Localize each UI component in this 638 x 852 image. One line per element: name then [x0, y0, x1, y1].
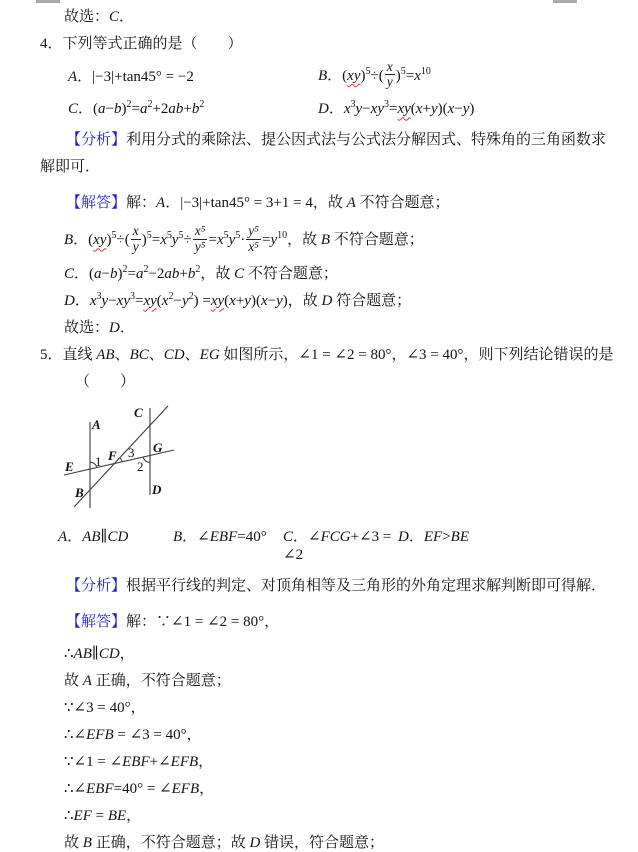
math-variable: EF: [73, 807, 92, 824]
superscript: 2: [199, 99, 205, 111]
text-run: ．∠: [182, 528, 210, 545]
text-run: ．∠: [293, 528, 321, 545]
math-variable: y: [244, 292, 251, 309]
math-variable: B: [82, 834, 92, 851]
math-variable: C: [234, 265, 245, 282]
math-variable: BE: [450, 528, 469, 545]
text-run: ．|−3|+tan45° = 3+1 = 4，故: [165, 195, 347, 212]
math-variable: x: [415, 101, 423, 118]
text-run: −: [454, 101, 463, 118]
math-variable: B: [64, 232, 74, 249]
superscript: 2: [147, 99, 153, 111]
text-run: 、: [148, 346, 164, 363]
text-run: (: [224, 292, 230, 309]
text-run: ．: [328, 101, 344, 118]
math-variable: AB: [73, 645, 92, 662]
text-run: 故选：: [64, 319, 110, 336]
text-run: +2: [152, 101, 169, 118]
text-run: ∵∠1 = ∠: [64, 753, 123, 770]
math-variable: CD: [107, 528, 129, 545]
section-label: 【分析】: [66, 132, 127, 149]
math-fraction: $\frac{x}{y}$: [386, 59, 393, 90]
text-run: >: [442, 528, 451, 545]
math-variable: x: [229, 292, 236, 309]
text-run: )，故: [282, 292, 322, 309]
math-variable: a: [98, 101, 106, 118]
text-run: )(: [437, 101, 448, 118]
math-variable: B: [318, 68, 328, 85]
math-variable: A: [58, 528, 68, 545]
math-variable: C: [68, 101, 79, 118]
q5-solution-line: [64, 726, 610, 744]
math-variable: a: [139, 101, 148, 118]
text-run: =: [131, 101, 140, 118]
q5-option-b: [173, 528, 283, 564]
superscript: 3: [384, 99, 389, 111]
page-edge-mark-left: [36, 0, 60, 3]
superscript: 5: [111, 230, 117, 242]
q4-option-a: [68, 68, 318, 86]
q5-figure: [62, 400, 638, 520]
math-variable: CD: [98, 645, 120, 662]
q5-solution-line: [64, 834, 610, 852]
math-variable: EBF: [86, 780, 114, 797]
q5-solution-line: [40, 609, 608, 636]
text-run: ．: [67, 528, 83, 545]
q5-solution-line: [64, 645, 610, 663]
wavy-underlined-text: xy: [210, 292, 225, 309]
math-variable: x: [89, 292, 97, 309]
angle-2-arc: [143, 457, 150, 463]
math-fraction: $\frac{\text{y⁵}}{\text{x⁵}}$: [248, 223, 259, 254]
superscript: 2: [126, 99, 132, 111]
math-variable: D: [249, 834, 261, 851]
math-variable: A: [68, 68, 78, 85]
text-run: −: [108, 292, 117, 309]
text-run: ) =: [193, 292, 211, 309]
figure-label-2: 2: [137, 458, 144, 474]
text-run: 正确，不符合题意；: [91, 672, 231, 689]
superscript: 2: [195, 263, 201, 275]
math-variable: a: [94, 265, 102, 282]
q4-options-row-2: [68, 100, 638, 118]
math-variable: CD: [163, 346, 185, 363]
superscript: 5: [223, 230, 229, 242]
math-variable: b: [187, 265, 196, 282]
text-run: ): [469, 101, 475, 118]
math-variable: AB: [82, 528, 101, 545]
text-run: ): [117, 265, 123, 282]
q5-solution-line: [64, 699, 610, 717]
text-run: ÷(: [370, 68, 384, 85]
text-run: (: [156, 292, 162, 309]
math-variable: A: [156, 195, 166, 212]
math-variable: EFB: [171, 780, 200, 797]
text-run: = ∠3 = 40°，: [113, 726, 202, 743]
text-run: +∠: [149, 753, 171, 770]
math-variable: y: [276, 292, 283, 309]
text-run: ): [106, 232, 112, 249]
text-run: ，故: [200, 265, 235, 282]
math-variable: D: [398, 528, 409, 545]
superscript: 5: [146, 230, 152, 242]
text-run: ∴: [64, 645, 74, 662]
superscript: 2: [168, 290, 174, 302]
text-run: ．(: [327, 68, 348, 85]
text-run: ): [141, 232, 147, 249]
math-variable: B: [320, 232, 331, 249]
q5-options-row: [58, 528, 638, 564]
angle-3-arc: [120, 457, 122, 461]
math-variable: BE: [107, 807, 127, 824]
page-edge-mark-right: [553, 0, 577, 3]
text-run: 、: [184, 346, 200, 363]
math-variable: C: [109, 9, 120, 25]
wavy-underlined-text: xy: [397, 101, 411, 118]
q4-answer-line: [64, 319, 610, 337]
q5-solution-line: [64, 672, 610, 690]
math-fraction: $\frac{x}{y}$: [132, 223, 139, 254]
math-variable: EF: [423, 528, 443, 545]
math-variable: D: [64, 292, 75, 309]
q5-solution-line: [64, 780, 610, 798]
math-variable: a: [135, 265, 144, 282]
text-run: ．: [408, 528, 424, 545]
math-variable: ab: [164, 265, 180, 282]
q4-solution-line-b: [64, 223, 610, 255]
text-run: (: [410, 101, 416, 118]
text-run: ): [360, 68, 366, 85]
text-run: −: [173, 292, 182, 309]
math-variable: y: [430, 101, 438, 118]
math-variable: EBF: [209, 528, 238, 545]
q4-option-d: [318, 100, 474, 118]
superscript: 5: [235, 230, 241, 242]
text-run: 根据平行线的判定、对顶角相等及三角形的外角定理求解判断即可得解．: [126, 577, 607, 594]
superscript: 2: [143, 263, 149, 275]
text-run: 故选：: [64, 9, 110, 25]
text-run: ．(: [74, 265, 95, 282]
math-variable: x: [343, 101, 351, 118]
text-run: 利用分式的乘除法、提公因式法与公式法分解因式、特殊角的三角函数求解即可．: [40, 132, 607, 176]
superscript: 10: [277, 230, 288, 242]
text-run: ·: [240, 232, 246, 249]
q5-option-d: [398, 528, 469, 564]
math-variable: y: [270, 232, 278, 249]
text-run: =40°: [237, 528, 267, 545]
q5-option-a: [58, 528, 173, 564]
superscript: 5: [400, 66, 406, 78]
text-run: −: [101, 265, 110, 282]
text-run: ÷(: [116, 232, 130, 249]
figure-label-E: E: [65, 458, 74, 474]
superscript: 5: [365, 66, 371, 78]
q5-analysis: [40, 573, 608, 600]
q4-solution-line-c: [64, 265, 610, 283]
question-4-stem: [40, 35, 610, 53]
text-run: =: [127, 265, 136, 282]
question-5-stem: [40, 346, 614, 364]
math-variable: y: [171, 232, 179, 249]
text-run: ∴∠: [64, 726, 87, 743]
text-run: ，: [199, 780, 215, 797]
superscript: 2: [188, 290, 194, 302]
text-run: 错误，符合题意；: [260, 834, 385, 851]
q4-option-b: [318, 59, 431, 91]
text-run: 正确，不符合题意；故: [91, 834, 250, 851]
math-variable: AB: [96, 346, 115, 363]
text-run: ): [121, 101, 127, 118]
math-variable: xy: [116, 292, 130, 309]
math-variable: EBF: [122, 753, 150, 770]
text-run: ．|−3|+tan45° = −2: [77, 68, 194, 85]
text-run: 不符合题意；: [330, 232, 424, 249]
text-run: ∴∠: [64, 780, 87, 797]
figure-labels: [64, 405, 163, 500]
math-variable: b: [191, 101, 200, 118]
text-run: 故: [64, 672, 83, 689]
text-run: ．(: [78, 101, 99, 118]
text-run: ∥: [100, 528, 108, 545]
math-variable: y: [101, 292, 109, 309]
text-run: ，: [119, 645, 135, 662]
text-run: ，故: [287, 232, 321, 249]
q5-option-c: [283, 528, 398, 564]
text-run: （ ）: [75, 373, 136, 390]
superscript: 3: [130, 290, 135, 302]
math-variable: y: [462, 101, 470, 118]
text-run: +∠3 = ∠2: [283, 528, 392, 563]
math-variable: D: [318, 101, 329, 118]
superscript: 3: [350, 99, 356, 111]
superscript: 3: [96, 290, 102, 302]
math-fraction: $\frac{\text{x⁵}}{\text{y⁵}}$: [194, 223, 206, 254]
text-run: 5．直线: [40, 346, 97, 363]
superscript: 10: [420, 66, 431, 78]
figure-label-A: A: [92, 416, 101, 432]
text-run: 符合题意；: [332, 292, 412, 309]
math-variable: y: [355, 101, 363, 118]
text-run: =: [135, 292, 144, 309]
text-run: ∵∠3 = 40°，: [64, 699, 146, 716]
q3-answer-line: [64, 8, 610, 26]
text-run: −: [105, 101, 114, 118]
figure-label-3: 3: [128, 444, 135, 460]
text-run: ∴: [64, 807, 74, 824]
math-variable: y: [181, 292, 189, 309]
math-variable: x: [160, 232, 167, 249]
math-variable: b: [109, 265, 118, 282]
math-variable: B: [173, 528, 183, 545]
wavy-underlined-text: xy: [347, 68, 361, 85]
figure-label-D: D: [152, 481, 162, 497]
section-label: 【解答】: [66, 195, 127, 212]
text-run: )(: [250, 292, 261, 309]
text-run: 解：∵∠1 = ∠2 = 80°，: [126, 613, 280, 630]
text-run: +: [422, 101, 431, 118]
math-variable: y: [228, 232, 236, 249]
math-variable: EFB: [170, 753, 199, 770]
q5-solution-line: [64, 753, 610, 771]
text-run: ．: [74, 292, 90, 309]
text-run: +: [179, 265, 188, 282]
q4-solution-line-a: [40, 190, 608, 217]
text-run: 解：: [126, 195, 157, 212]
text-run: =: [405, 68, 415, 85]
figure-label-C: C: [134, 404, 143, 420]
geometry-figure-svg: [62, 400, 196, 515]
figure-label-G: G: [153, 439, 163, 455]
q4-solution-line-d: [64, 292, 610, 310]
text-run: ．: [119, 9, 135, 25]
math-variable: EG: [199, 346, 220, 363]
text-run: ÷: [183, 232, 192, 249]
math-variable: D: [321, 292, 333, 309]
superscript: 5: [166, 230, 172, 242]
text-run: 4．下列等式正确的是（ ）: [40, 36, 243, 52]
text-run: +: [183, 101, 192, 118]
superscript: 2: [122, 263, 128, 275]
wavy-underlined-text: xy: [143, 292, 157, 309]
text-run: 不符合题意；: [244, 265, 338, 282]
text-run: =: [208, 232, 217, 249]
figure-label-B: B: [75, 484, 84, 500]
math-variable: C: [64, 265, 75, 282]
text-run: +: [235, 292, 245, 309]
math-variable: x: [161, 292, 169, 309]
text-run: 故: [64, 834, 83, 851]
text-run: =: [91, 807, 108, 824]
wavy-underlined-text: xy: [93, 232, 107, 249]
text-run: ．: [119, 319, 135, 336]
math-variable: EFB: [86, 726, 114, 743]
math-variable: x: [216, 232, 224, 249]
text-run: −2: [148, 265, 165, 282]
math-variable: BC: [129, 346, 149, 363]
text-run: =: [151, 232, 161, 249]
figure-label-1: 1: [95, 453, 102, 469]
math-variable: x: [414, 68, 421, 85]
text-run: 如图所示，∠1 = ∠2 = 80°，∠3 = 40°，则下列结论错误的是: [219, 346, 614, 363]
text-run: ): [395, 68, 401, 85]
section-label: 【解答】: [66, 613, 127, 630]
question-5-paren: [75, 373, 610, 391]
math-variable: b: [113, 101, 122, 118]
text-run: ，: [126, 807, 142, 824]
text-run: −: [362, 101, 371, 118]
section-label: 【分析】: [66, 577, 127, 594]
text-run: 、: [114, 346, 130, 363]
text-run: ∥: [91, 645, 99, 662]
text-run: 不符合题意；: [355, 195, 450, 212]
text-run: −: [267, 292, 277, 309]
text-run: ，: [198, 753, 214, 770]
text-run: =: [261, 232, 271, 249]
math-variable: A: [346, 195, 356, 212]
q5-solution-line: [64, 807, 610, 825]
math-variable: A: [82, 672, 92, 689]
text-run: ．(: [73, 232, 94, 249]
q4-analysis: [40, 127, 608, 181]
math-variable: C: [283, 528, 294, 545]
math-variable: ab: [168, 101, 184, 118]
math-variable: FCG: [320, 528, 351, 545]
math-variable: xy: [370, 101, 384, 118]
q4-option-c: [68, 100, 318, 118]
text-run: =: [389, 101, 398, 118]
math-variable: D: [109, 319, 120, 336]
figure-label-F: F: [108, 447, 117, 463]
superscript: 5: [178, 230, 184, 242]
math-variable: x: [447, 101, 455, 118]
math-variable: x: [260, 292, 268, 309]
q4-options-row-1: [68, 59, 638, 91]
text-run: =40° = ∠: [113, 780, 172, 797]
